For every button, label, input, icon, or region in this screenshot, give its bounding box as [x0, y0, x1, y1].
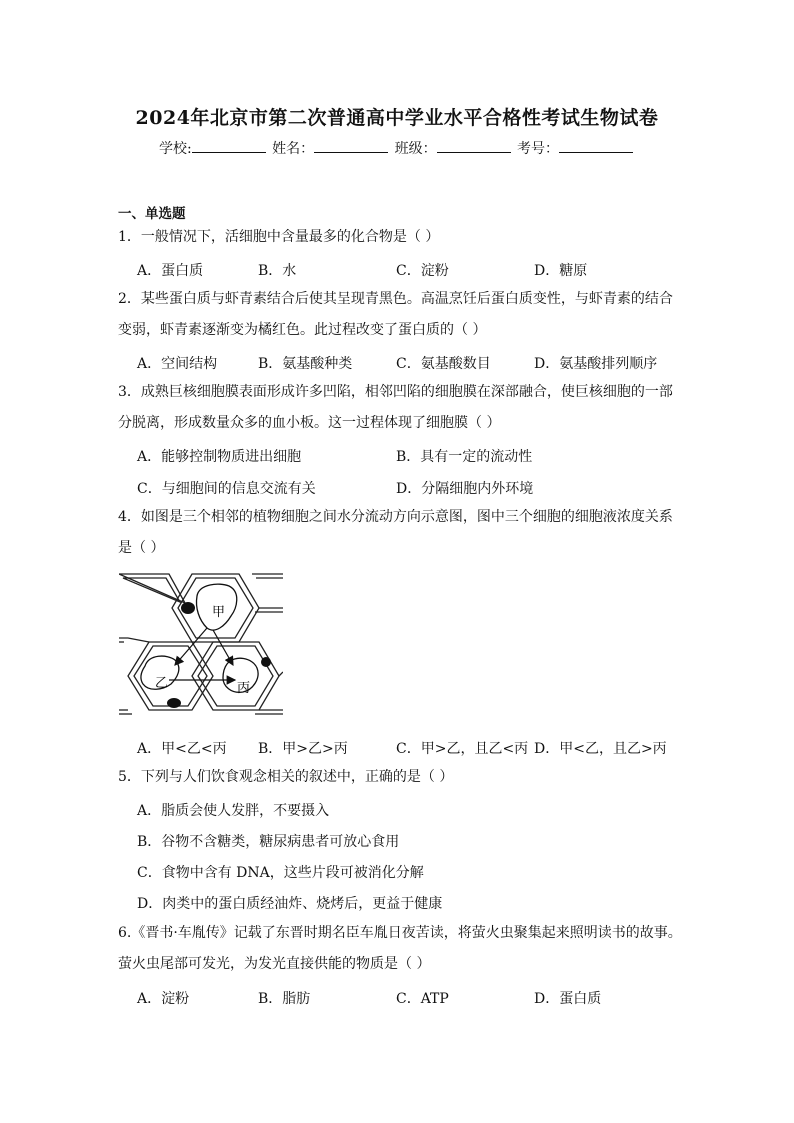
option: D．氨基酸排列顺序 — [534, 356, 658, 372]
question-5-stem — [118, 762, 678, 793]
question-line: 是（ ） — [118, 540, 165, 556]
number-blank — [559, 140, 633, 153]
question-line: 3．成熟巨核细胞膜表面形成许多凹陷，相邻凹陷的细胞膜在深部融合，使巨核细胞的一部 — [118, 384, 673, 400]
option: A．淀粉 — [137, 991, 190, 1007]
option: C．食物中含有 DNA，这些片段可被消化分解 — [137, 865, 424, 881]
question-2-stem — [118, 284, 678, 346]
question-line: 6.《晋书·车胤传》记载了东晋时期名臣车胤日夜苦读，将萤火虫聚集起来照明读书的故事。 — [118, 925, 682, 941]
cell-label-bing: 丙 — [237, 681, 251, 696]
class-label: 班级： — [394, 141, 437, 157]
question-line: 萤火虫尾部可发光，为发光直接供能的物质是（ ） — [118, 956, 431, 972]
school-label: 学校: — [158, 141, 192, 157]
exam-title: 2024年北京市第二次普通高中学业水平合格性考试生物试卷 — [135, 107, 659, 129]
number-label: 考号： — [517, 141, 560, 157]
option: D．糖原 — [534, 263, 588, 279]
option: C．淀粉 — [396, 263, 449, 279]
cell-bing-nucleus — [261, 657, 271, 667]
plant-cells-diagram — [119, 568, 283, 720]
name-label: 姓名： — [272, 141, 315, 157]
option: B．脂肪 — [258, 991, 311, 1007]
question-4-stem — [118, 502, 678, 564]
question-line: 1．一般情况下，活细胞中含量最多的化合物是（ ） — [118, 229, 440, 245]
cell-walls — [119, 574, 283, 714]
question-6-stem — [118, 918, 698, 980]
question-line: 5．下列与人们饮食观念相关的叙述中，正确的是（ ） — [118, 769, 454, 785]
option: C．ATP — [396, 991, 449, 1007]
option: D．肉类中的蛋白质经油炸、烧烤后，更益于健康 — [137, 896, 443, 912]
name-blank — [314, 140, 388, 153]
cell-label-yi: 乙 — [155, 676, 169, 691]
option: B．甲>乙>丙 — [258, 741, 348, 757]
option: B．谷物不含糖类，糖尿病患者可放心食用 — [137, 834, 400, 850]
option: C．甲>乙，且乙<丙 — [396, 741, 529, 757]
question-3-stem — [118, 377, 678, 439]
school-blank — [192, 140, 266, 153]
option: D．甲<乙，且乙>丙 — [534, 741, 667, 757]
option: A．甲<乙<丙 — [137, 741, 227, 757]
question-line: 2．某些蛋白质与虾青素结合后使其呈现青黑色。高温烹饪后蛋白质变性，与虾青素的结合 — [118, 291, 673, 307]
option: B．具有一定的流动性 — [396, 449, 533, 465]
option: C．与细胞间的信息交流有关 — [137, 481, 316, 497]
option: B．水 — [258, 263, 297, 279]
cell-jia-nucleus — [181, 602, 195, 614]
option: A．能够控制物质进出细胞 — [137, 449, 302, 465]
class-blank — [437, 140, 511, 153]
option: A．空间结构 — [137, 356, 218, 372]
question-line: 变弱，虾青素逐渐变为橘红色。此过程改变了蛋白质的（ ） — [118, 322, 487, 338]
cell-yi-nucleus — [167, 698, 181, 708]
question-1-stem — [118, 222, 678, 253]
cell-label-jia: 甲 — [212, 605, 226, 620]
option: D．分隔细胞内外环境 — [396, 481, 534, 497]
option: D．蛋白质 — [534, 991, 602, 1007]
option: A．蛋白质 — [137, 263, 204, 279]
section-heading: 一、单选题 — [118, 206, 186, 222]
question-line: 分脱离，形成数量众多的血小板。这一过程体现了细胞膜（ ） — [118, 415, 501, 431]
option: B．氨基酸种类 — [258, 356, 353, 372]
student-info-line — [0, 138, 794, 158]
option: C．氨基酸数目 — [396, 356, 491, 372]
question-line: 4．如图是三个相邻的植物细胞之间水分流动方向示意图，图中三个细胞的细胞液浓度关系 — [118, 509, 673, 525]
option: A．脂质会使人发胖，不要摄入 — [137, 803, 330, 819]
